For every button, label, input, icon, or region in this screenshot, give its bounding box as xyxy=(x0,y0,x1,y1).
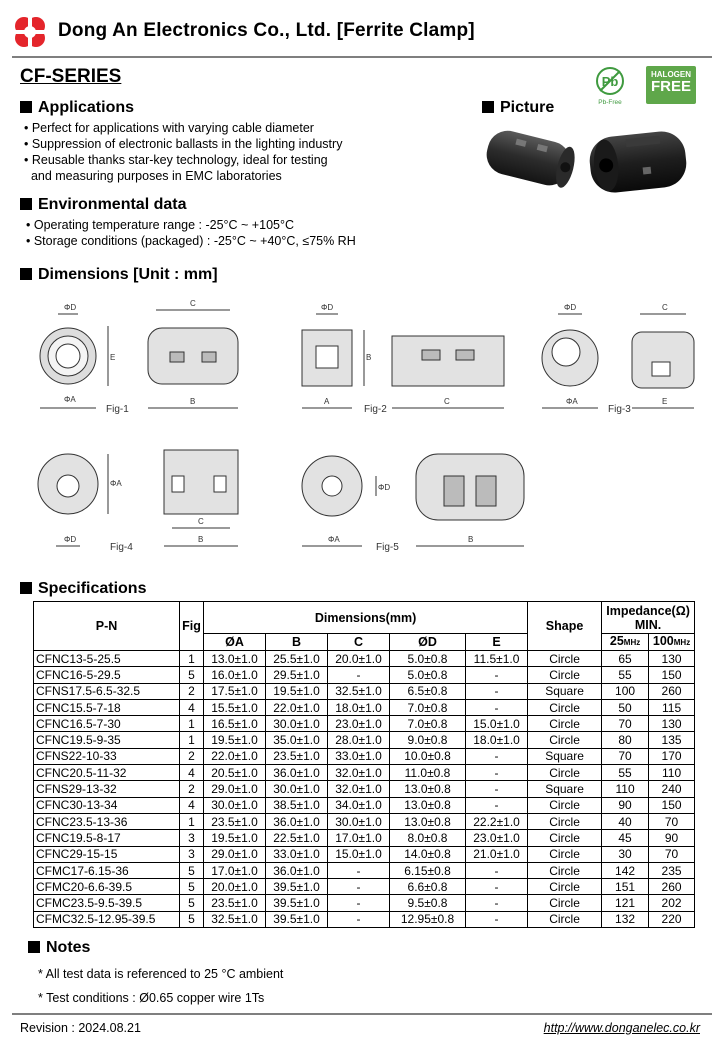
table-cell: CFNC30-13-34 xyxy=(34,797,180,813)
table-cell: 36.0±1.0 xyxy=(266,765,328,781)
table-cell: 170 xyxy=(649,748,695,764)
table-cell: 19.5±1.0 xyxy=(204,732,266,748)
table-cell: - xyxy=(466,667,528,683)
table-cell: - xyxy=(466,862,528,878)
dim-label: ΦD xyxy=(321,303,334,312)
header-dimensions: Dimensions(mm) xyxy=(204,602,528,634)
table-cell: Circle xyxy=(528,911,602,927)
header-100mhz: 100MHz xyxy=(649,634,695,651)
table-cell: - xyxy=(466,683,528,699)
table-cell: 150 xyxy=(649,667,695,683)
table-cell: Square xyxy=(528,781,602,797)
table-cell: CFMC23.5-9.5-39.5 xyxy=(34,895,180,911)
table-cell: 6.15±0.8 xyxy=(390,862,466,878)
revision-date: Revision : 2024.08.21 xyxy=(20,1021,141,1035)
square-bullet-icon xyxy=(20,101,32,113)
table-cell: - xyxy=(466,895,528,911)
list-item: and measuring purposes in EMC laboratories xyxy=(24,169,282,183)
table-cell: 9.0±0.8 xyxy=(390,732,466,748)
table-cell: - xyxy=(466,911,528,927)
table-cell: 132 xyxy=(602,911,649,927)
dim-label: E xyxy=(110,353,116,362)
table-cell: 33.0±1.0 xyxy=(266,846,328,862)
table-row xyxy=(34,781,695,797)
table-cell: 23.5±1.0 xyxy=(266,748,328,764)
applications-list xyxy=(24,120,342,184)
table-cell: CFNC23.5-13-36 xyxy=(34,813,180,829)
table-cell: 36.0±1.0 xyxy=(266,813,328,829)
fig-5-drawing xyxy=(302,454,524,553)
header-col: C xyxy=(328,634,390,651)
table-cell: 55 xyxy=(602,765,649,781)
table-cell: CFNS17.5-6.5-32.5 xyxy=(34,683,180,699)
table-cell: 70 xyxy=(602,716,649,732)
table-cell: 3 xyxy=(180,830,204,846)
table-cell: 65 xyxy=(602,651,649,667)
table-row xyxy=(34,667,695,683)
table-cell: 33.0±1.0 xyxy=(328,748,390,764)
table-cell: 220 xyxy=(649,911,695,927)
fig-label: Fig-4 xyxy=(110,542,133,553)
table-row xyxy=(34,797,695,813)
header-col: B xyxy=(266,634,328,651)
dim-label: ΦD xyxy=(64,535,77,544)
dim-label: ΦA xyxy=(64,395,76,404)
dim-label: ΦA xyxy=(110,479,122,488)
table-cell: 30 xyxy=(602,846,649,862)
table-cell: 17.5±1.0 xyxy=(204,683,266,699)
fig-3-drawing xyxy=(542,303,694,415)
dim-label: ΦD xyxy=(64,303,77,312)
table-cell: 6.5±0.8 xyxy=(390,683,466,699)
dim-label: B xyxy=(366,353,372,362)
table-row xyxy=(34,846,695,862)
table-row xyxy=(34,879,695,895)
table-cell: 16.5±1.0 xyxy=(204,716,266,732)
list-item: • Perfect for applications with varying cable diameter xyxy=(24,121,314,135)
header-25mhz: 25MHz xyxy=(602,634,649,651)
table-cell: 23.5±1.0 xyxy=(204,813,266,829)
table-cell: 70 xyxy=(649,846,695,862)
table-cell: 28.0±1.0 xyxy=(328,732,390,748)
table-cell: Circle xyxy=(528,667,602,683)
list-item: • Operating temperature range : -25°C ~ +105°C xyxy=(26,218,294,232)
table-cell: CFMC32.5-12.95-39.5 xyxy=(34,911,180,927)
header-pn: P-N xyxy=(34,602,180,651)
table-cell: 10.0±0.8 xyxy=(390,748,466,764)
table-cell: - xyxy=(466,765,528,781)
table-cell: - xyxy=(328,862,390,878)
table-row xyxy=(34,813,695,829)
table-cell: 32.5±1.0 xyxy=(204,911,266,927)
header xyxy=(12,14,712,50)
table-cell: 100 xyxy=(602,683,649,699)
table-cell: Circle xyxy=(528,797,602,813)
table-cell: 22.0±1.0 xyxy=(204,748,266,764)
square-bullet-icon xyxy=(20,198,32,210)
header-col: ØA xyxy=(204,634,266,651)
header-col: ØD xyxy=(390,634,466,651)
square-bullet-icon xyxy=(20,582,32,594)
table-row xyxy=(34,748,695,764)
company-title: Dong An Electronics Co., Ltd. [Ferrite Clamp] xyxy=(58,20,475,41)
dim-label: B xyxy=(190,397,196,406)
table-cell: 21.0±1.0 xyxy=(466,846,528,862)
table-cell: - xyxy=(328,895,390,911)
table-row xyxy=(34,732,695,748)
table-cell: Circle xyxy=(528,879,602,895)
table-cell: 14.0±0.8 xyxy=(390,846,466,862)
table-cell: 2 xyxy=(180,781,204,797)
table-cell: 6.6±0.8 xyxy=(390,879,466,895)
notes-heading: Notes xyxy=(28,939,90,957)
table-cell: Circle xyxy=(528,651,602,667)
table-cell: 11.5±1.0 xyxy=(466,651,528,667)
dim-label: ΦD xyxy=(378,483,391,492)
table-cell: 29.0±1.0 xyxy=(204,781,266,797)
table-cell: 15.0±1.0 xyxy=(466,716,528,732)
table-cell: CFNS29-13-32 xyxy=(34,781,180,797)
table-cell: 18.0±1.0 xyxy=(328,699,390,715)
table-cell: 39.5±1.0 xyxy=(266,879,328,895)
table-cell: 30.0±1.0 xyxy=(328,813,390,829)
table-cell: 20.0±1.0 xyxy=(328,651,390,667)
dim-label: B xyxy=(198,535,204,544)
table-cell: CFNC15.5-7-18 xyxy=(34,699,180,715)
table-cell: CFNC19.5-8-17 xyxy=(34,830,180,846)
fig-2-drawing xyxy=(302,303,504,415)
halogen-free-badge xyxy=(646,66,696,104)
table-cell: 90 xyxy=(602,797,649,813)
table-cell: 4 xyxy=(180,797,204,813)
table-cell: 5 xyxy=(180,911,204,927)
table-cell: 36.0±1.0 xyxy=(266,862,328,878)
table-cell: 235 xyxy=(649,862,695,878)
table-cell: 1 xyxy=(180,651,204,667)
table-cell: 15.0±1.0 xyxy=(328,846,390,862)
dim-label: ΦA xyxy=(328,535,340,544)
table-cell: 70 xyxy=(602,748,649,764)
table-cell: - xyxy=(328,879,390,895)
table-row xyxy=(34,765,695,781)
header-fig: Fig xyxy=(180,602,204,651)
series-title: CF-SERIES xyxy=(20,66,122,87)
table-cell: 22.5±1.0 xyxy=(266,830,328,846)
table-cell: CFNC20.5-11-32 xyxy=(34,765,180,781)
table-cell: 135 xyxy=(649,732,695,748)
table-cell: 202 xyxy=(649,895,695,911)
table-cell: - xyxy=(328,667,390,683)
header-shape: Shape xyxy=(528,602,602,651)
table-cell: CFNC13-5-25.5 xyxy=(34,651,180,667)
halogen-line2: FREE xyxy=(650,78,691,95)
dim-label: A xyxy=(324,397,330,406)
table-cell: Circle xyxy=(528,895,602,911)
fig-label: Fig-1 xyxy=(106,404,129,415)
table-cell: 260 xyxy=(649,879,695,895)
table-row xyxy=(34,699,695,715)
table-cell: 39.5±1.0 xyxy=(266,911,328,927)
table-cell: 13.0±1.0 xyxy=(204,651,266,667)
table-cell: 260 xyxy=(649,683,695,699)
dimension-drawings xyxy=(30,296,700,562)
table-cell: CFNC16-5-29.5 xyxy=(34,667,180,683)
table-cell: Circle xyxy=(528,862,602,878)
square-bullet-icon xyxy=(28,941,40,953)
note-item: * Test conditions : Ø0.65 copper wire 1Ts xyxy=(38,991,265,1005)
table-cell: 121 xyxy=(602,895,649,911)
table-cell: Circle xyxy=(528,813,602,829)
table-cell: 5 xyxy=(180,862,204,878)
table-cell: 5 xyxy=(180,879,204,895)
pb-free-badge xyxy=(592,66,628,106)
table-cell: 30.0±1.0 xyxy=(204,797,266,813)
table-cell: 240 xyxy=(649,781,695,797)
header-divider xyxy=(12,56,712,58)
table-cell: 22.2±1.0 xyxy=(466,813,528,829)
header-col: E xyxy=(466,634,528,651)
table-cell: CFNC16.5-7-30 xyxy=(34,716,180,732)
table-cell: 32.0±1.0 xyxy=(328,781,390,797)
square-bullet-icon xyxy=(20,268,32,280)
table-cell: 7.0±0.8 xyxy=(390,716,466,732)
table-cell: 130 xyxy=(649,716,695,732)
table-cell: 16.0±1.0 xyxy=(204,667,266,683)
table-cell: 19.5±1.0 xyxy=(266,683,328,699)
table-cell: 20.5±1.0 xyxy=(204,765,266,781)
pb-symbol: Pb xyxy=(601,74,619,89)
table-cell: 2 xyxy=(180,683,204,699)
table-cell: 35.0±1.0 xyxy=(266,732,328,748)
pb-caption: Pb-Free xyxy=(598,99,622,106)
table-cell: 5.0±0.8 xyxy=(390,651,466,667)
website-link[interactable]: http://www.donganelec.co.kr xyxy=(543,1021,700,1035)
table-cell: - xyxy=(328,911,390,927)
table-cell: 90 xyxy=(649,830,695,846)
fig-label: Fig-5 xyxy=(376,542,399,553)
table-cell: 55 xyxy=(602,667,649,683)
table-cell: 40 xyxy=(602,813,649,829)
table-cell: 151 xyxy=(602,879,649,895)
table-cell: Square xyxy=(528,748,602,764)
list-item: • Storage conditions (packaged) : -25°C ~ +40°C, ≤75% RH xyxy=(26,234,356,248)
table-cell: 2 xyxy=(180,748,204,764)
fig-label: Fig-3 xyxy=(608,404,631,415)
table-cell: 150 xyxy=(649,797,695,813)
table-cell: 3 xyxy=(180,846,204,862)
halogen-line1: HALOGEN xyxy=(651,70,691,79)
table-cell: 5.0±0.8 xyxy=(390,667,466,683)
table-row xyxy=(34,716,695,732)
table-cell: 110 xyxy=(602,781,649,797)
fig-label: Fig-2 xyxy=(364,404,387,415)
table-cell: 13.0±0.8 xyxy=(390,781,466,797)
table-cell: - xyxy=(466,781,528,797)
table-row xyxy=(34,830,695,846)
table-cell: 32.5±1.0 xyxy=(328,683,390,699)
table-row xyxy=(34,862,695,878)
table-cell: 8.0±0.8 xyxy=(390,830,466,846)
dim-label: ΦA xyxy=(566,397,578,406)
table-cell: 7.0±0.8 xyxy=(390,699,466,715)
table-row xyxy=(34,895,695,911)
table-cell: - xyxy=(466,748,528,764)
table-cell: 4 xyxy=(180,699,204,715)
table-cell: - xyxy=(466,699,528,715)
table-cell: 23.0±1.0 xyxy=(466,830,528,846)
table-cell: 130 xyxy=(649,651,695,667)
dimensions-heading: Dimensions [Unit : mm] xyxy=(20,266,218,284)
table-row xyxy=(34,911,695,927)
specifications-table xyxy=(33,601,695,928)
table-cell: 110 xyxy=(649,765,695,781)
table-cell: 5 xyxy=(180,667,204,683)
specifications-heading: Specifications xyxy=(20,580,146,598)
table-cell: Circle xyxy=(528,732,602,748)
dim-label: C xyxy=(444,397,450,406)
table-cell: CFNS22-10-33 xyxy=(34,748,180,764)
table-cell: Circle xyxy=(528,716,602,732)
dim-label: E xyxy=(662,397,668,406)
dim-label: C xyxy=(198,517,204,526)
table-cell: 18.0±1.0 xyxy=(466,732,528,748)
table-cell: Circle xyxy=(528,830,602,846)
table-cell: 17.0±1.0 xyxy=(204,862,266,878)
table-cell: 17.0±1.0 xyxy=(328,830,390,846)
dim-label: ΦD xyxy=(564,303,577,312)
table-cell: 23.0±1.0 xyxy=(328,716,390,732)
table-cell: 32.0±1.0 xyxy=(328,765,390,781)
table-cell: CFNC29-15-15 xyxy=(34,846,180,862)
table-cell: 5 xyxy=(180,895,204,911)
company-logo-icon xyxy=(12,14,48,50)
table-cell: CFMC17-6.15-36 xyxy=(34,862,180,878)
table-cell: 30.0±1.0 xyxy=(266,716,328,732)
dim-label: C xyxy=(190,299,196,308)
table-cell: Square xyxy=(528,683,602,699)
table-cell: 15.5±1.0 xyxy=(204,699,266,715)
table-row xyxy=(34,651,695,667)
table-cell: 4 xyxy=(180,765,204,781)
table-cell: 9.5±0.8 xyxy=(390,895,466,911)
table-cell: 115 xyxy=(649,699,695,715)
table-cell: 29.5±1.0 xyxy=(266,667,328,683)
list-item: • Reusable thanks star-key technology, ideal for testing xyxy=(24,153,328,167)
table-cell: CFMC20-6.6-39.5 xyxy=(34,879,180,895)
table-cell: - xyxy=(466,879,528,895)
specifications-body xyxy=(34,651,695,928)
table-cell: 1 xyxy=(180,716,204,732)
environmental-heading: Environmental data xyxy=(20,196,186,214)
dim-label: C xyxy=(662,303,668,312)
table-cell: 1 xyxy=(180,813,204,829)
applications-heading: Applications xyxy=(20,99,134,117)
table-cell: 30.0±1.0 xyxy=(266,781,328,797)
table-cell: 25.5±1.0 xyxy=(266,651,328,667)
table-cell: Circle xyxy=(528,846,602,862)
table-cell: 1 xyxy=(180,732,204,748)
footer-divider xyxy=(12,1013,712,1015)
table-cell: 12.95±0.8 xyxy=(390,911,466,927)
table-row xyxy=(34,683,695,699)
square-bullet-icon xyxy=(482,101,494,113)
table-cell: 80 xyxy=(602,732,649,748)
table-cell: 13.0±0.8 xyxy=(390,813,466,829)
header-impedance: Impedance(Ω) MIN. xyxy=(602,602,695,634)
table-cell: 20.0±1.0 xyxy=(204,879,266,895)
table-cell: 45 xyxy=(602,830,649,846)
table-cell: CFNC19.5-9-35 xyxy=(34,732,180,748)
table-cell: 34.0±1.0 xyxy=(328,797,390,813)
table-cell: 22.0±1.0 xyxy=(266,699,328,715)
fig-1-drawing xyxy=(40,299,238,415)
fig-4-drawing xyxy=(38,450,238,553)
table-cell: Circle xyxy=(528,765,602,781)
table-cell: 142 xyxy=(602,862,649,878)
note-item: * All test data is referenced to 25 °C ambient xyxy=(38,967,284,981)
table-cell: 11.0±0.8 xyxy=(390,765,466,781)
dim-label: B xyxy=(468,535,474,544)
table-cell: 19.5±1.0 xyxy=(204,830,266,846)
table-cell: 23.5±1.0 xyxy=(204,895,266,911)
picture-heading: Picture xyxy=(482,99,554,117)
environmental-list xyxy=(26,217,356,249)
table-cell: 29.0±1.0 xyxy=(204,846,266,862)
list-item: • Suppression of electronic ballasts in the lighting industry xyxy=(24,137,343,151)
table-cell: 70 xyxy=(649,813,695,829)
table-cell: 50 xyxy=(602,699,649,715)
table-cell: 39.5±1.0 xyxy=(266,895,328,911)
ferrite-clamp-photo xyxy=(478,120,698,204)
table-cell: Circle xyxy=(528,699,602,715)
table-cell: - xyxy=(466,797,528,813)
pb-free-icon xyxy=(592,66,628,106)
table-cell: 13.0±0.8 xyxy=(390,797,466,813)
table-cell: 38.5±1.0 xyxy=(266,797,328,813)
